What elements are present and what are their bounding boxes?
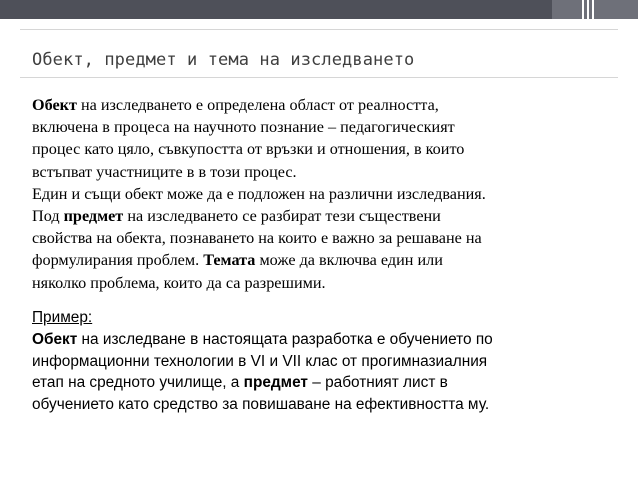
text-line: встъпват участниците в в този процес.: [32, 162, 297, 181]
text-line: [32, 94, 622, 116]
example-heading-line: [32, 307, 622, 329]
term-subject: предмет: [243, 374, 308, 392]
text-span: на изследването е определена област от реалността,: [76, 96, 439, 114]
text-span: на изследването се разбират тези съществени: [123, 206, 441, 225]
text-line: Един и същи обект може да е подложен на различни изследвания.: [32, 184, 486, 203]
text-line: [32, 372, 622, 394]
text-span: на изследване в настоящата разработка е обучението по: [77, 330, 493, 348]
text-line: няколко проблема, които да са разрешими.: [32, 273, 326, 292]
text-line: [32, 249, 622, 271]
text-line: процес като цяло, съвкупостта от връзки и отношения, в които: [32, 140, 465, 159]
slide-title: Обект, предмет и тема на изследването: [32, 50, 415, 70]
text-line: информационни технологии в VI и VII клас от прогимназиалния: [32, 352, 488, 370]
term-topic: Темата: [203, 251, 256, 270]
text-line: свойства на обекта, познаването на които е важно за решаване на: [32, 229, 482, 248]
text-span: – работният лист в: [307, 374, 448, 392]
accent-stripe: [592, 0, 594, 19]
text-span: етап на средното училище, а: [32, 374, 244, 392]
example-paragraph: [32, 307, 622, 416]
example-heading: Пример:: [32, 309, 93, 326]
top-banner-bar: [0, 0, 638, 19]
text-span: Под: [32, 206, 64, 225]
text-line: обучението като средство за повишаване на ефективността му.: [32, 396, 490, 414]
accent-stripe: [587, 0, 589, 19]
title-rule-top: [20, 29, 618, 30]
title-rule-bottom: [20, 77, 618, 78]
text-span: формулирания проблем.: [32, 251, 204, 270]
text-line: включена в процеса на научното познание – педагогическият: [32, 118, 455, 137]
top-banner-accent: [552, 0, 638, 19]
text-line: [32, 329, 622, 351]
term-subject: предмет: [63, 206, 124, 225]
text-line: [32, 205, 622, 227]
text-span: може да включва един или: [255, 251, 443, 270]
term-object: Обект: [32, 330, 78, 348]
term-object: Обект: [32, 96, 77, 114]
accent-stripe: [582, 0, 584, 19]
definition-paragraph: [32, 94, 622, 294]
